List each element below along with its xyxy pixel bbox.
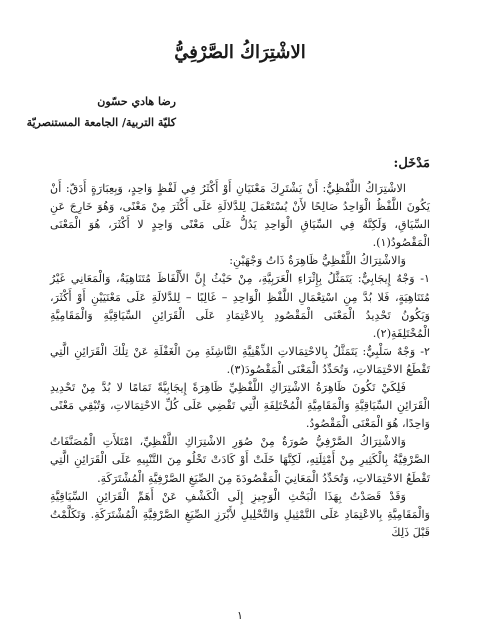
paragraph-two-faces: وَالاشْتِرَاكُ اللَّفْظِيُّ ظَاهِرَةٌ ذَاتُ وَجْهَيْنِ:: [229, 254, 406, 268]
author-name: رضا هادي حسّون: [97, 95, 176, 108]
page-title: الاشْتِرَاكُ الصَّرْفِيُّ: [174, 42, 306, 63]
section-heading: مَدْخَل:: [393, 156, 430, 171]
paragraph-morphological: وَالاشْتِرَاكُ الصَّرْفِيُّ صُورَةٌ مِنْ صُوَرِ الاشْتِرَاكِ اللَّفْظِيِّ، امْتَلأَتِ الْمُصَنَّفَاتُ الصَّرْفِيَّةُ بِالْكَثِيرِ مِنْ أَمْثِلَتِهِ، لَكِنَّهَا خَلَتْ أَوْ كَادَتْ تَخْلُو مِنَ التَّنْبِيهِ عَلَى الْقَرَائِنِ الَّتِي تَقْطَعُ الاحْتِمَالاتِ، وَتُحَدِّدُ الْمَعَانِيَ الْمَقْصُودَةَ مِنَ الصِّيَغِ الصَّرْفِيَّةِ الْمُشْتَرَكَةِ.: [50, 435, 430, 485]
paragraph-negative-face: ٢- وَجْهٌ سَلْبِيٌّ: يَتَمَثَّلُ بِالاحْتِمَالاتِ الذِّهْنِيَّةِ النَّاشِئَةِ مِنَ الْغَفْلَةِ عَنْ تِلْكَ الْقَرَائِنِ الَّتِي تَقْطَعُ الاحْتِمَالاتِ، وَتُحَدِّدُ الْمَعْنَى الْمَقْصُودَ(٣).: [50, 344, 430, 376]
paragraph-positive-face: ١- وَجْهٌ إِيجَابِيٌّ: يَتَمَثَّلُ بِإِثْرَاءِ الْعَرَبِيَّةِ، مِنْ حَيْثُ إِنَّ الأَلْفَاظَ مُتَنَاهِيَةٌ، وَالْمَعَانِي غَيْرُ مُتَنَاهِيَةٍ، فَلا بُدَّ مِنِ اسْتِعْمَالِ اللَّفْظِ الْوَاحِدِ – غَالِبًا – لِلدَّلالَةِ عَلَى مَعْنَيَيْنِ أَوْ أَكْثَرَ، وَيَكُونُ تَحْدِيدُ الْمَعْنَى الْمَقْصُودِ بِالاعْتِمَادِ عَلَى الْقَرَائِنِ السِّيَاقِيَّةِ وَالْمَقَامِيَّةِ الْمُخْتَلِفَةِ(٢).: [50, 272, 430, 340]
paragraph-aim: وَقَدْ قَصَدْتُ بِهَذَا الْبَحْثِ الْوَجِيزِ إِلَى الْكَشْفِ عَنْ أَهَمِّ الْقَرَائِنِ السِّيَاقِيَّةِ وَالْمَقَامِيَّةِ بِالاعْتِمَادِ عَلَى التَّمْثِيلِ وَالتَّحْلِيلِ لأَبْرَزِ الصِّيَغِ الصَّرْفِيَّةِ الْمُشْتَرَكَةِ. وَتَكَلَّمْتُ قَبْلَ ذَلِكَ: [50, 489, 430, 539]
author-affiliation: كليّة التربية/ الجامعة المستنصريّة: [26, 116, 176, 129]
paragraph-definition: الاشْتِرَاكُ اللَّفْظِيُّ: أَنْ يَشْتَرِكَ مَعْنَيَانِ أَوْ أَكْثَرُ فِي لَفْظٍ وَاحِدٍ، وَبِعِبَارَةٍ أَدَقّ: أَنْ يَكُونَ اللَّفْظُ الْوَاحِدُ صَالِحًا لأَنْ يُسْتَعْمَلَ لِلدَّلالَةِ عَلَى أَكْثَرَ مِنْ مَعْنًى، وَهُوَ خَارِجَ عَنِ السِّيَاقِ، وَلَكِنَّهُ فِي السِّيَاقِ الْوَاحِدِ يَدُلُّ عَلَى مَعْنًى وَاحِدٍ لا أَكْثَرَ، هُوَ الْمَعْنَى الْمَقْصُودُ(١).: [50, 182, 430, 250]
paragraph-positive-condition: فَلِكَيْ تَكُونَ ظَاهِرَةُ الاشْتِرَاكِ اللَّفْظِيِّ ظَاهِرَةً إِيجَابِيَّةً تَمَامًا لا بُدَّ مِنْ تَحْدِيدِ الْقَرَائِنِ السِّيَاقِيَّةِ وَالْمَقَامِيَّةِ الْمُخْتَلِفَةِ الَّتِي تَقْضِي عَلَى كُلِّ الاحْتِمَالاتِ، وَتُبْقِي مَعْنًى وَاحِدًا، هُوَ الْمَعْنَى الْمَقْصُودُ.: [50, 381, 430, 431]
body-text: [50, 180, 430, 542]
page-number: ١: [237, 609, 243, 622]
